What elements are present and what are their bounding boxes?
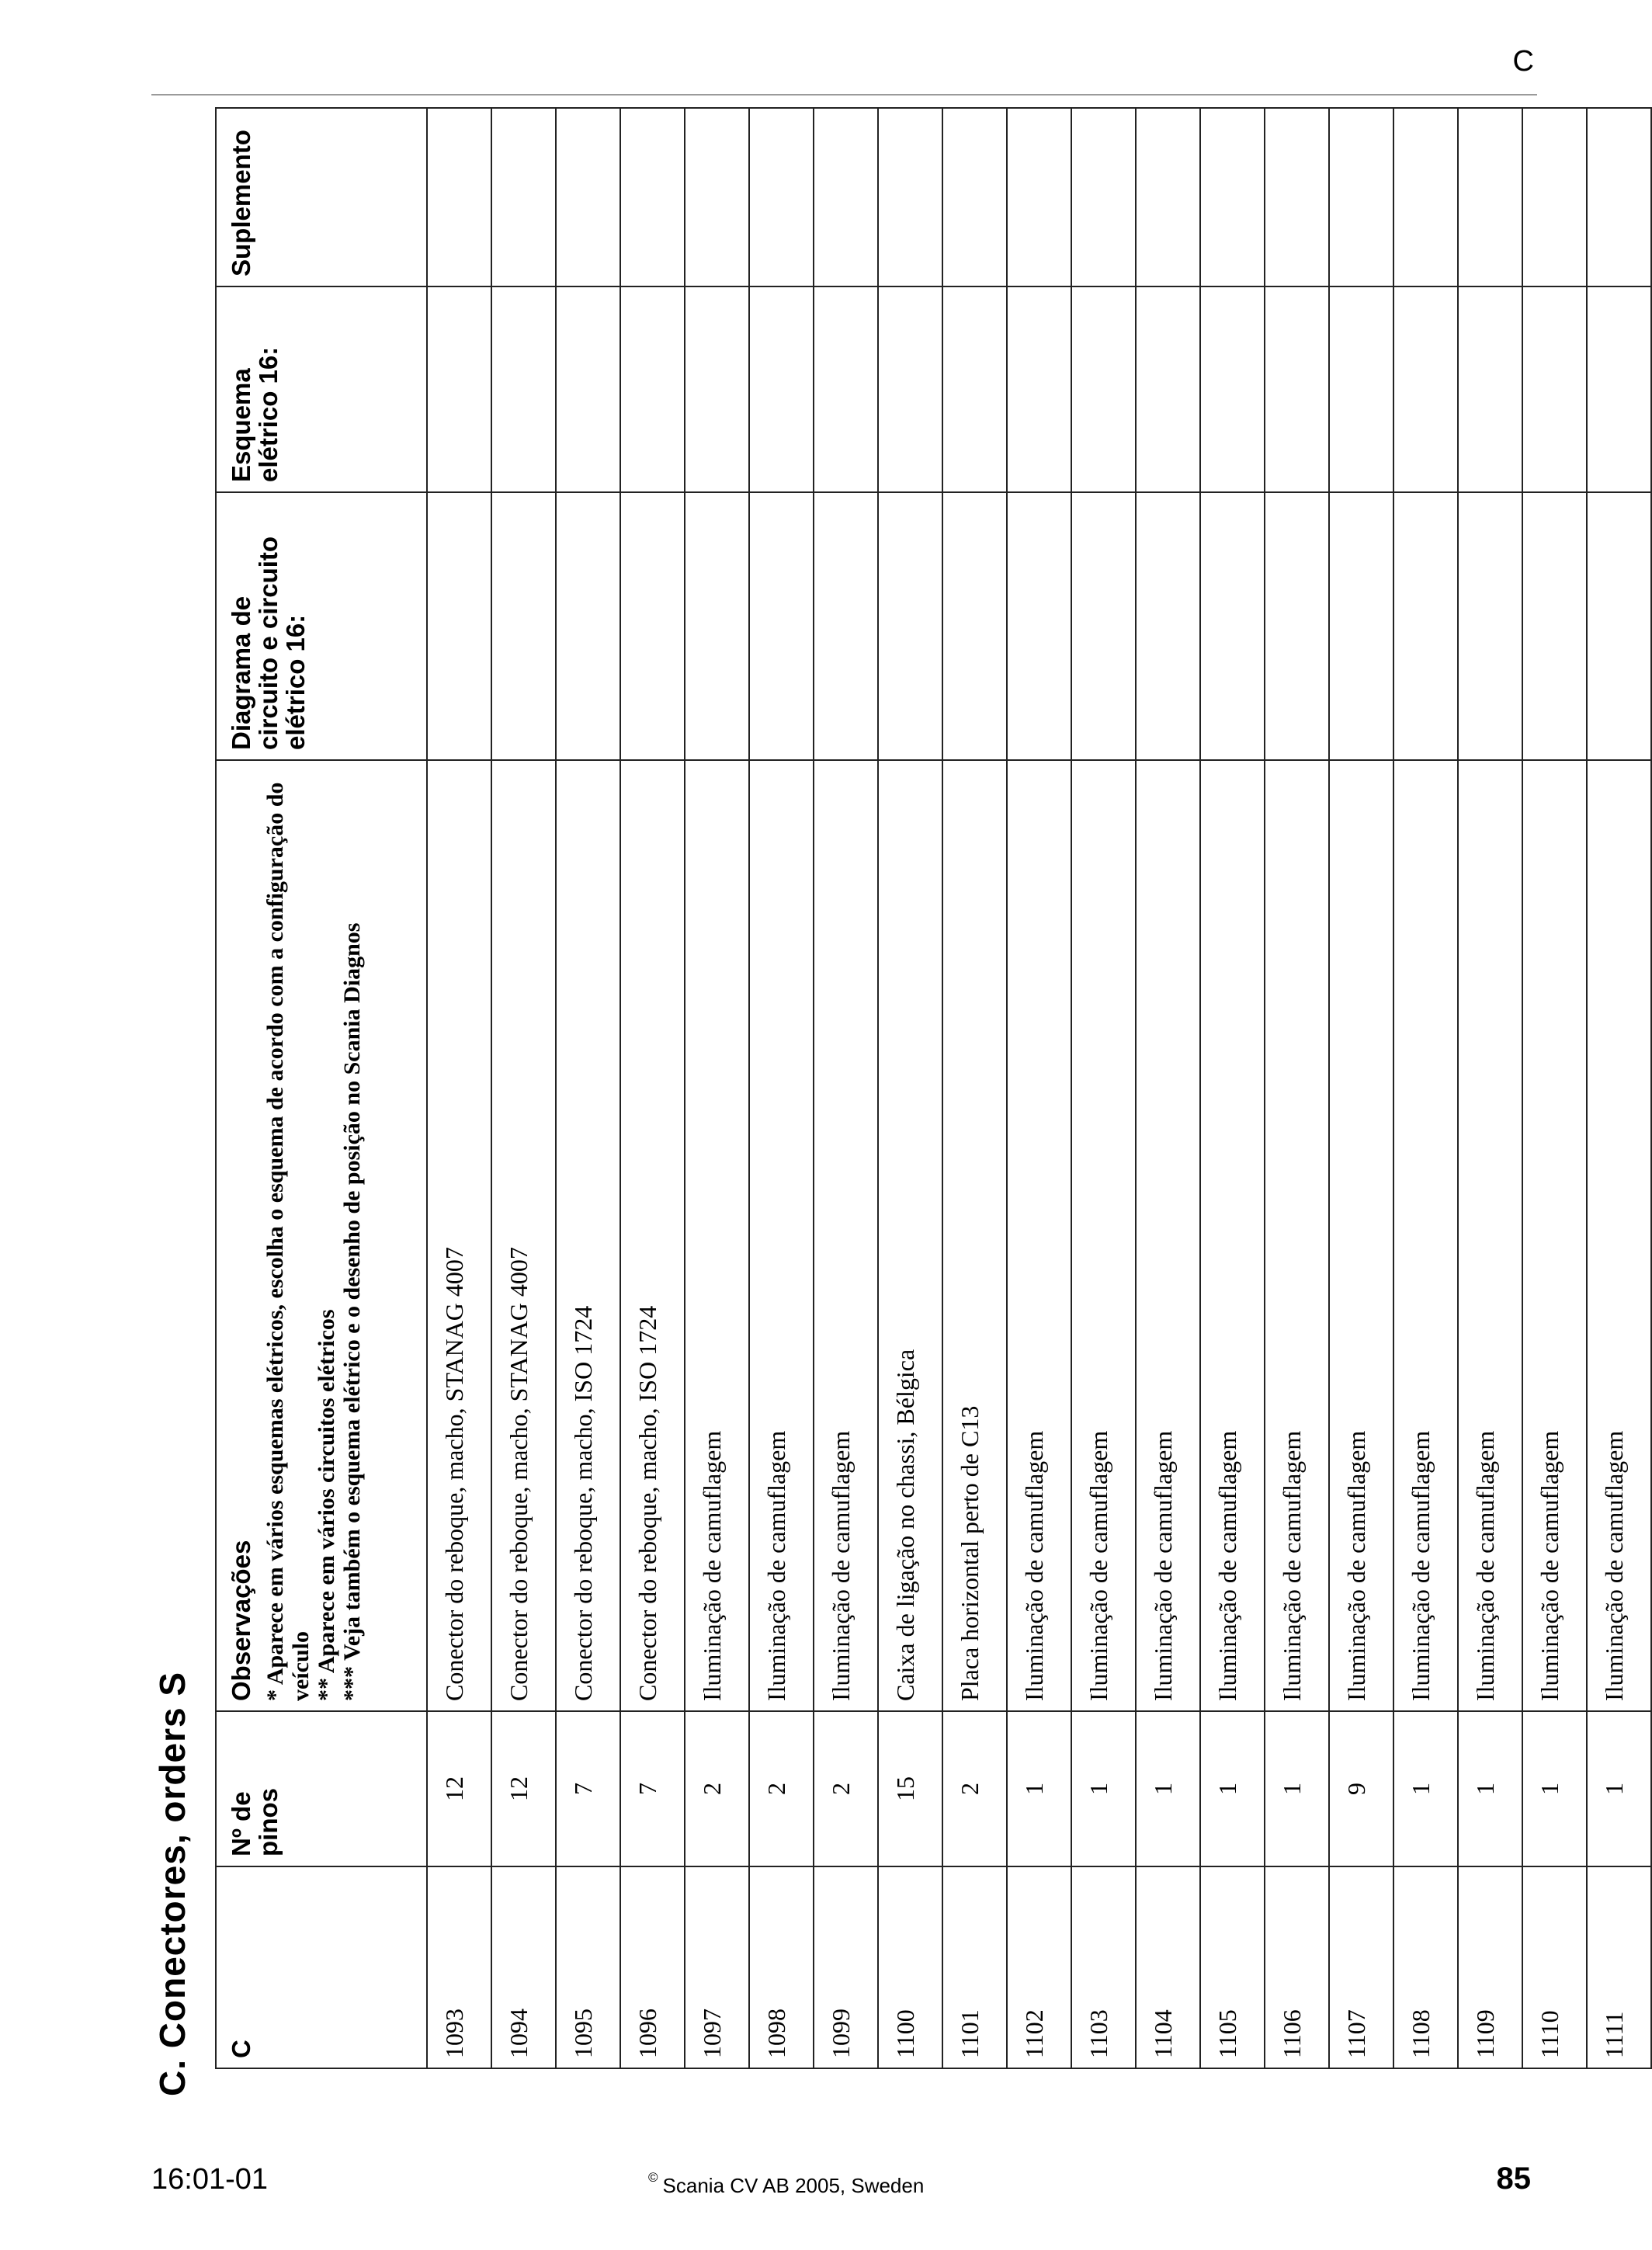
cell-observation: Iluminação de camuflagem <box>685 760 749 1711</box>
note-1: * Aparece em vários esquemas elétricos, escolha o esquema de acordo com a configuração do veículo <box>262 782 314 1701</box>
cell-pin-count: 12 <box>491 1711 556 1866</box>
cell-pin-count: 1 <box>1007 1711 1071 1866</box>
cell-observation: Iluminação de camuflagem <box>1522 760 1587 1711</box>
table-header-row <box>216 108 427 2068</box>
cell-diagram <box>1265 492 1329 760</box>
cell-scheme <box>1007 286 1071 492</box>
cell-observation: Placa horizontal perto de C13 <box>942 760 1007 1711</box>
cell-observation: Iluminação de camuflagem <box>1458 760 1522 1711</box>
cell-pin-count: 12 <box>427 1711 491 1866</box>
cell-connector-number: 1101 <box>942 1866 1007 2068</box>
footer-copyright <box>648 2170 924 2198</box>
cell-connector-number: 1100 <box>878 1866 942 2068</box>
cell-diagram <box>1329 492 1393 760</box>
cell-supplement <box>427 108 491 286</box>
cell-observation: Iluminação de camuflagem <box>749 760 814 1711</box>
cell-diagram <box>814 492 878 760</box>
table-row <box>1265 108 1329 2068</box>
table-row <box>749 108 814 2068</box>
table-row <box>1458 108 1522 2068</box>
cell-pin-count: 15 <box>878 1711 942 1866</box>
cell-supplement <box>1393 108 1458 286</box>
cell-observation: Conector do reboque, macho, ISO 1724 <box>620 760 685 1711</box>
table-row <box>1200 108 1265 2068</box>
rotated-content <box>151 109 1628 2096</box>
cell-scheme <box>1136 286 1200 492</box>
cell-supplement <box>1329 108 1393 286</box>
cell-scheme <box>556 286 620 492</box>
cell-observation: Iluminação de camuflagem <box>814 760 878 1711</box>
cell-diagram <box>556 492 620 760</box>
cell-diagram <box>685 492 749 760</box>
cell-pin-count: 1 <box>1265 1711 1329 1866</box>
cell-connector-number: 1103 <box>1071 1866 1136 2068</box>
observation-notes <box>262 770 365 1701</box>
cell-diagram <box>1458 492 1522 760</box>
cell-pin-count: 1 <box>1200 1711 1265 1866</box>
cell-connector-number: 1109 <box>1458 1866 1522 2068</box>
cell-observation: Iluminação de camuflagem <box>1071 760 1136 1711</box>
cell-diagram <box>749 492 814 760</box>
cell-diagram <box>942 492 1007 760</box>
cell-connector-number: 1096 <box>620 1866 685 2068</box>
cell-scheme <box>814 286 878 492</box>
cell-supplement <box>1071 108 1136 286</box>
cell-supplement <box>1522 108 1587 286</box>
header-observations <box>216 760 427 1711</box>
cell-scheme <box>1587 286 1651 492</box>
cell-scheme <box>427 286 491 492</box>
table-row <box>1071 108 1136 2068</box>
cell-supplement <box>1007 108 1071 286</box>
cell-connector-number: 1110 <box>1522 1866 1587 2068</box>
table-row <box>1007 108 1071 2068</box>
table-row <box>878 108 942 2068</box>
table-row <box>685 108 749 2068</box>
cell-supplement <box>1587 108 1651 286</box>
table-row <box>620 108 685 2068</box>
footer-code: 16:01-01 <box>151 2163 269 2196</box>
cell-connector-number: 1106 <box>1265 1866 1329 2068</box>
table-row <box>942 108 1007 2068</box>
cell-supplement <box>556 108 620 286</box>
cell-connector-number: 1107 <box>1329 1866 1393 2068</box>
cell-supplement <box>491 108 556 286</box>
cell-scheme <box>1458 286 1522 492</box>
header-diagram: Diagrama de circuito e circuito elétrico 16: <box>216 492 427 760</box>
cell-connector-number: 1105 <box>1200 1866 1265 2068</box>
cell-connector-number: 1093 <box>427 1866 491 2068</box>
header-divider <box>151 94 1537 95</box>
header-pins: Nº de pinos <box>216 1711 427 1866</box>
copyright-symbol: © <box>648 2170 658 2185</box>
connectors-table <box>215 107 1652 2069</box>
cell-observation: Conector do reboque, macho, STANAG 4007 <box>491 760 556 1711</box>
table-row <box>1587 108 1651 2068</box>
header-supplement: Suplemento <box>216 108 427 286</box>
cell-pin-count: 1 <box>1587 1711 1651 1866</box>
table-row <box>427 108 491 2068</box>
cell-scheme <box>491 286 556 492</box>
page-header-letter: C <box>1512 45 1534 78</box>
cell-scheme <box>749 286 814 492</box>
cell-supplement <box>878 108 942 286</box>
cell-pin-count: 2 <box>749 1711 814 1866</box>
cell-observation: Iluminação de camuflagem <box>1587 760 1651 1711</box>
cell-diagram <box>1136 492 1200 760</box>
cell-connector-number: 1102 <box>1007 1866 1071 2068</box>
header-observations-label: Observações <box>227 1540 255 1701</box>
copyright-text: Scania CV AB 2005, Sweden <box>662 2174 925 2197</box>
cell-supplement <box>1136 108 1200 286</box>
table-row <box>491 108 556 2068</box>
cell-pin-count: 2 <box>942 1711 1007 1866</box>
cell-pin-count: 1 <box>1458 1711 1522 1866</box>
cell-supplement <box>620 108 685 286</box>
cell-connector-number: 1099 <box>814 1866 878 2068</box>
table-row <box>1136 108 1200 2068</box>
cell-diagram <box>1393 492 1458 760</box>
section-title: C. Conectores, orders S <box>152 1671 193 2096</box>
cell-observation: Caixa de ligação no chassi, Bélgica <box>878 760 942 1711</box>
cell-scheme <box>942 286 1007 492</box>
cell-diagram <box>620 492 685 760</box>
cell-pin-count: 1 <box>1522 1711 1587 1866</box>
cell-connector-number: 1097 <box>685 1866 749 2068</box>
cell-observation: Iluminação de camuflagem <box>1200 760 1265 1711</box>
cell-supplement <box>749 108 814 286</box>
table-row <box>1329 108 1393 2068</box>
cell-connector-number: 1104 <box>1136 1866 1200 2068</box>
cell-pin-count: 2 <box>814 1711 878 1866</box>
cell-observation: Conector do reboque, macho, ISO 1724 <box>556 760 620 1711</box>
table-row <box>814 108 878 2068</box>
cell-scheme <box>1071 286 1136 492</box>
cell-supplement <box>814 108 878 286</box>
cell-diagram <box>1200 492 1265 760</box>
cell-scheme <box>1265 286 1329 492</box>
cell-connector-number: 1108 <box>1393 1866 1458 2068</box>
cell-scheme <box>878 286 942 492</box>
cell-connector-number: 1095 <box>556 1866 620 2068</box>
cell-pin-count: 1 <box>1393 1711 1458 1866</box>
cell-observation: Iluminação de camuflagem <box>1007 760 1071 1711</box>
cell-diagram <box>1587 492 1651 760</box>
cell-scheme <box>1200 286 1265 492</box>
cell-connector-number: 1111 <box>1587 1866 1651 2068</box>
cell-scheme <box>1393 286 1458 492</box>
cell-pin-count: 1 <box>1071 1711 1136 1866</box>
page-number: 85 <box>1496 2161 1531 2196</box>
table-row <box>556 108 620 2068</box>
cell-scheme <box>620 286 685 492</box>
cell-observation: Iluminação de camuflagem <box>1265 760 1329 1711</box>
cell-pin-count: 7 <box>556 1711 620 1866</box>
cell-diagram <box>878 492 942 760</box>
header-c: C <box>216 1866 427 2068</box>
header-scheme: Esquema elétrico 16: <box>216 286 427 492</box>
cell-observation: Conector do reboque, macho, STANAG 4007 <box>427 760 491 1711</box>
table-row <box>1393 108 1458 2068</box>
cell-supplement <box>1458 108 1522 286</box>
cell-supplement <box>685 108 749 286</box>
cell-connector-number: 1094 <box>491 1866 556 2068</box>
cell-pin-count: 9 <box>1329 1711 1393 1866</box>
cell-observation: Iluminação de camuflagem <box>1393 760 1458 1711</box>
cell-scheme <box>1329 286 1393 492</box>
cell-diagram <box>491 492 556 760</box>
cell-connector-number: 1098 <box>749 1866 814 2068</box>
cell-scheme <box>1522 286 1587 492</box>
note-3: *** Veja também o esquema elétrico e o desenho de posição no Scania Diagnos <box>339 922 365 1701</box>
cell-supplement <box>942 108 1007 286</box>
cell-pin-count: 7 <box>620 1711 685 1866</box>
cell-diagram <box>427 492 491 760</box>
note-2: ** Aparece em vários circuitos elétricos <box>314 1309 339 1701</box>
cell-diagram <box>1522 492 1587 760</box>
cell-scheme <box>685 286 749 492</box>
cell-diagram <box>1007 492 1071 760</box>
cell-pin-count: 1 <box>1136 1711 1200 1866</box>
cell-diagram <box>1071 492 1136 760</box>
cell-supplement <box>1265 108 1329 286</box>
table-row <box>1522 108 1587 2068</box>
cell-observation: Iluminação de camuflagem <box>1329 760 1393 1711</box>
cell-pin-count: 2 <box>685 1711 749 1866</box>
cell-observation: Iluminação de camuflagem <box>1136 760 1200 1711</box>
cell-supplement <box>1200 108 1265 286</box>
